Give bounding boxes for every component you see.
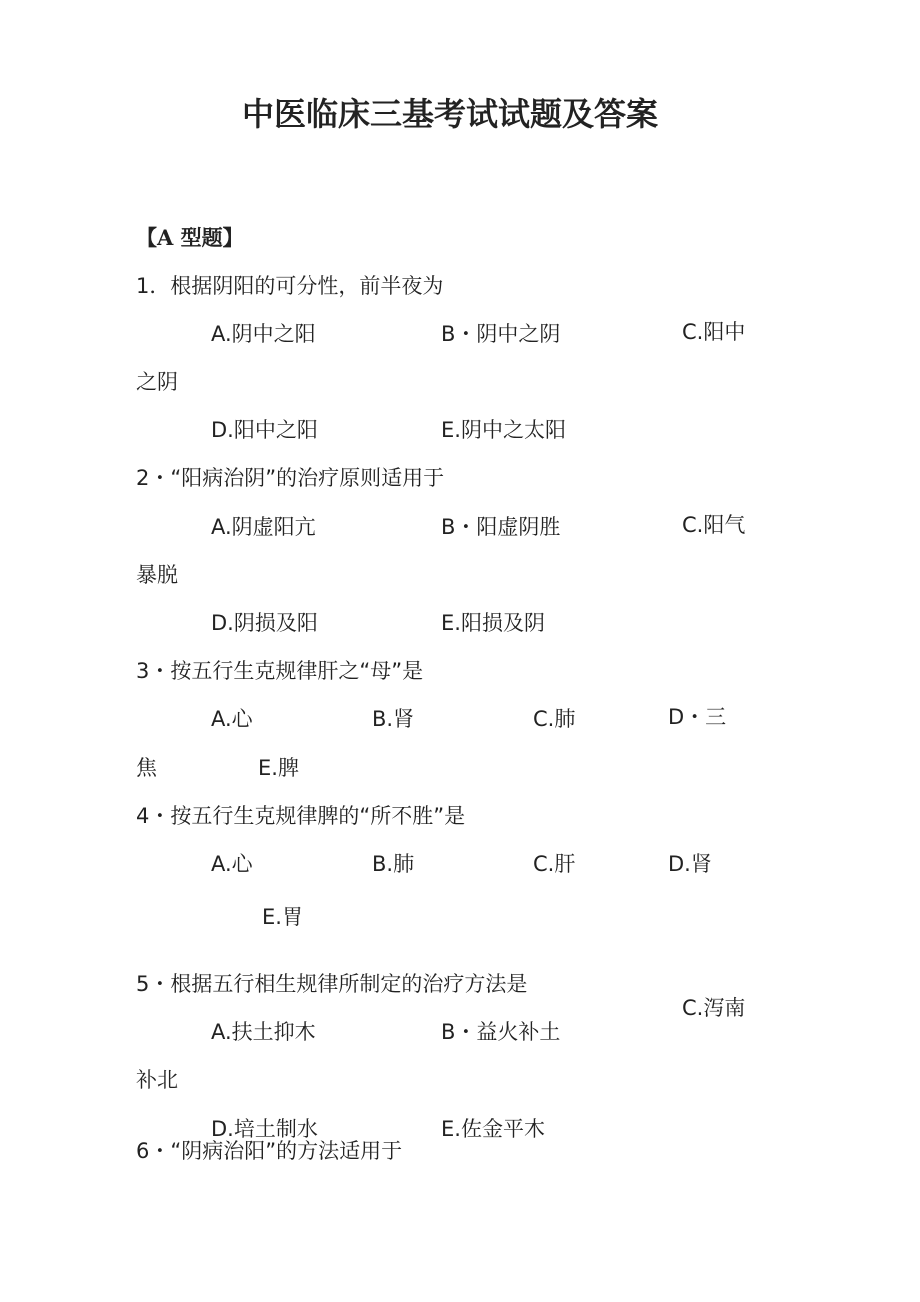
question-2-option-c: C.阳气 — [682, 513, 746, 537]
question-3-option-c: C.肺 — [533, 707, 576, 731]
question-5-option-a: A.扶土抑木 — [211, 1020, 316, 1044]
question-3-option-a: A.心 — [211, 707, 253, 731]
question-1-stem: 1．根据阴阳的可分性，前半夜为 — [136, 274, 444, 298]
question-5-option-d: D.培土制水 — [211, 1117, 318, 1141]
question-1-option-c: C.阳中 — [682, 320, 746, 344]
question-2-option-b: B・阳虚阴胜 — [441, 515, 561, 539]
question-3-option-d: D・三 — [668, 705, 727, 729]
question-3-option-d-wrap: 焦 — [136, 756, 157, 780]
question-5-option-e: E.佐金平木 — [441, 1117, 545, 1141]
question-4-stem: 4・按五行生克规律脾的“所不胜”是 — [136, 804, 466, 828]
question-6-stem: 6・“阴病治阳”的方法适用于 — [136, 1139, 403, 1163]
question-4-option-d: D.肾 — [668, 852, 712, 876]
question-4-option-c: C.肝 — [533, 852, 576, 876]
question-3-option-e: E.脾 — [258, 756, 299, 780]
question-5-option-c-wrap: 补北 — [136, 1068, 178, 1092]
question-1-option-b: B・阴中之阴 — [441, 322, 561, 346]
question-2-option-d: D.阴损及阳 — [211, 611, 318, 635]
question-2-option-a: A.阴虚阳亢 — [211, 515, 316, 539]
question-5-option-c: C.泻南 — [682, 996, 746, 1020]
question-5-stem: 5・根据五行相生规律所制定的治疗方法是 — [136, 972, 528, 996]
question-1-option-c-wrap: 之阴 — [136, 370, 178, 394]
question-1-option-a: A.阴中之阳 — [211, 322, 316, 346]
page-title: 中医临床三基考试试题及答案 — [241, 95, 658, 133]
question-5-option-b: B・益火补土 — [441, 1020, 561, 1044]
section-heading: 【A 型题】 — [136, 225, 244, 250]
question-3-option-b: B.肾 — [372, 707, 415, 731]
question-2-option-c-wrap: 暴脱 — [136, 563, 178, 587]
question-4-option-b: B.肺 — [372, 852, 415, 876]
question-2-stem: 2・“阳病治阴”的治疗原则适用于 — [136, 466, 445, 490]
question-1-option-e: E.阴中之太阳 — [441, 418, 566, 442]
question-1-option-d: D.阳中之阳 — [211, 418, 318, 442]
question-2-option-e: E.阳损及阴 — [441, 611, 545, 635]
question-4-option-a: A.心 — [211, 852, 253, 876]
question-4-option-e: E.胃 — [262, 905, 303, 929]
question-3-stem: 3・按五行生克规律肝之“母”是 — [136, 659, 424, 683]
